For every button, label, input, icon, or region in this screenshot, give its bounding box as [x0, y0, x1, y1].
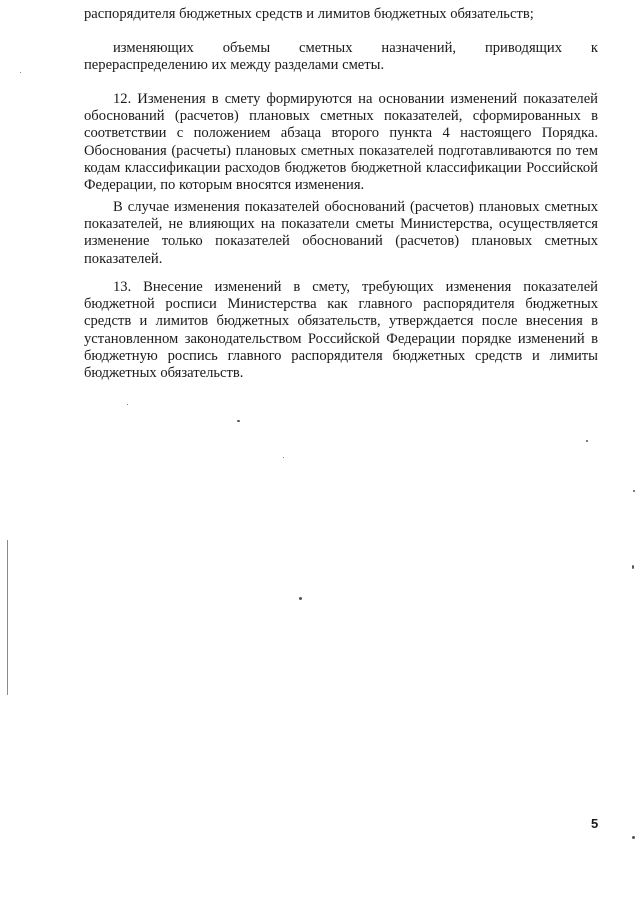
- scan-speck: [20, 72, 21, 73]
- paragraph-12-continued: В случае изменения показателей обоснований (расчетов) плановых сметных показателей, не влияющих на показатели сметы Министерства, осуществляется изменение только показателей обоснований (расчетов) плановых сметных показателей.: [84, 199, 598, 267]
- scan-speck: [633, 490, 635, 492]
- scan-speck: [237, 420, 240, 422]
- scan-edge-line: [7, 540, 8, 695]
- scan-speck: [299, 597, 302, 600]
- page-number: 5: [591, 816, 599, 831]
- scan-speck: [632, 836, 635, 839]
- list-item-line-1: изменяющих объемы сметных назначений, приводящих к: [113, 40, 598, 56]
- paragraph-13: 13. Внесение изменений в смету, требующих изменения показателей бюджетной росписи Министерства как главного распорядителя бюджетных средств и лимитов бюджетных обязательств, утверждается после внесения в установленном законодательством Российской Федерации порядке изменений в бюджетную роспись главного распорядителя бюджетных средств и лимиты бюджетных обязательств.: [84, 279, 598, 382]
- paragraph-12: 12. Изменения в смету формируются на основании изменений показателей обоснований (расчетов) плановых сметных показателей, сформированных в соответствии с положением абзаца второго пункта 4 настоящего Порядка. Обоснования (расчеты) плановых сметных показателей подготавливаются по тем кодам классификации расходов бюджетов бюджетной классификации Российской Федерации, по которым вносятся изменения.: [84, 91, 598, 194]
- scan-speck: [632, 565, 634, 569]
- scan-speck: [127, 404, 128, 405]
- scan-speck: [586, 440, 588, 442]
- paragraph-line-top: распорядителя бюджетных средств и лимитов бюджетных обязательств;: [84, 6, 534, 22]
- list-item-line-2: перераспределению их между разделами сметы.: [84, 57, 385, 73]
- scan-speck: [283, 457, 284, 458]
